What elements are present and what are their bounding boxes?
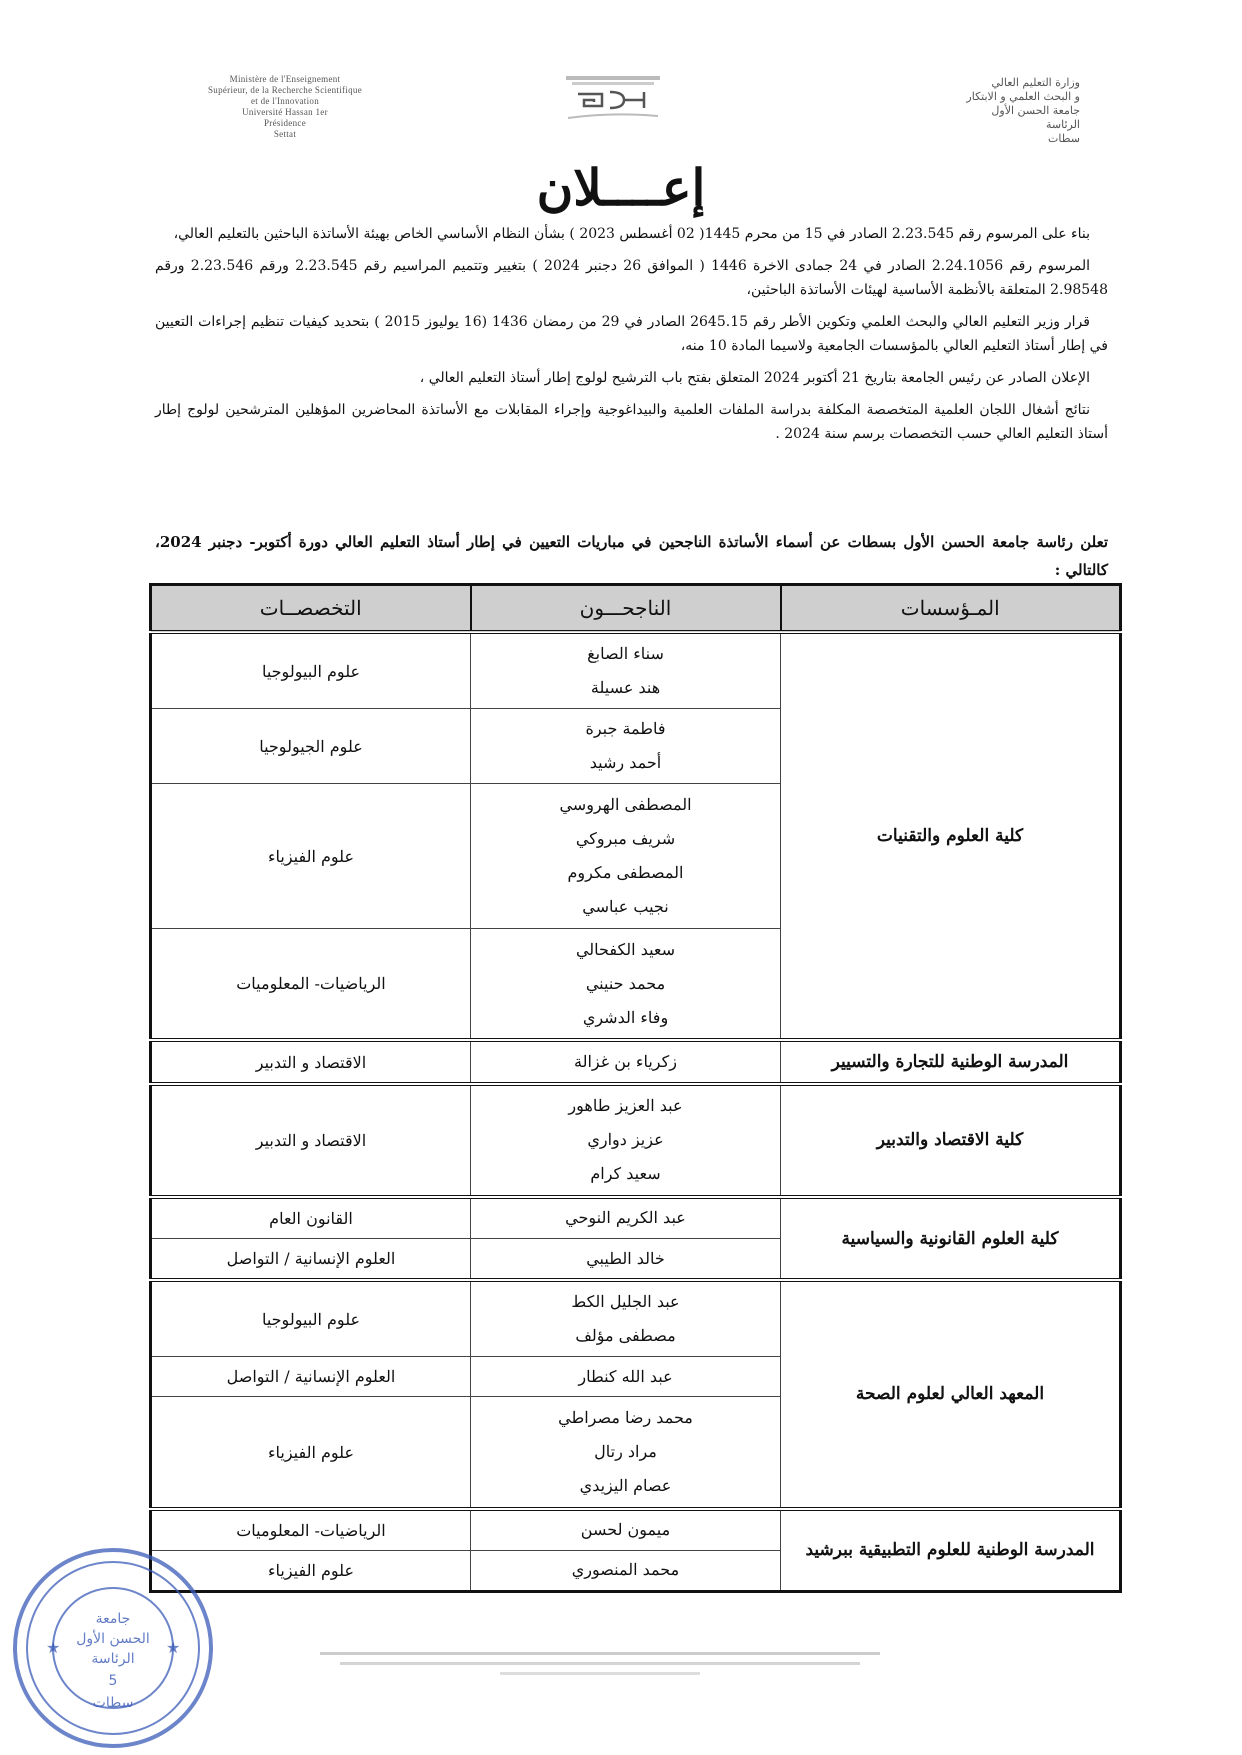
specialty-cell: العلوم الإنسانية / التواصل	[151, 1239, 471, 1281]
header-arabic-line: جامعة الحسن الأول	[991, 104, 1080, 117]
table-row	[151, 1509, 1121, 1551]
laureate-name: عبد الكريم النوحي	[565, 1208, 686, 1228]
preamble-paragraph: المرسوم رقم 2.24.1056 الصادر في 24 جمادى الاخرة 1446 ( الموافق 26 دجنبر 2024 ) بتغيير وتتميم المراسيم رقم 2.23.545 ورقم 2.23.546 ورقم 2.98548 المتعلقة بالأنظمة الأساسية لهيئات الأساتذة الباحثين،	[155, 258, 1108, 298]
header-arabic-block	[900, 76, 1080, 146]
footer-contact	[320, 1648, 880, 1688]
header-french-line: Settat	[273, 129, 297, 139]
laureate-name: محمد المنصوري	[571, 1560, 680, 1580]
header-laureates: الناجحـــون	[471, 585, 781, 633]
results-table	[149, 583, 1122, 1593]
seal-text-line: جامعة	[95, 1611, 131, 1627]
laureate-name: عبد الله كنطار	[578, 1366, 673, 1386]
preamble	[155, 222, 1108, 454]
seal-text-line: 5	[108, 1673, 118, 1689]
seal-text-line: الحسن الأول	[76, 1631, 150, 1647]
header-arabic-line: الرئاسة	[1045, 118, 1080, 131]
institution-cell: المدرسة الوطنية للعلوم التطبيقية ببرشيد	[781, 1509, 1121, 1592]
specialty-cell: القانون العام	[151, 1197, 471, 1239]
table-row	[151, 1040, 1121, 1083]
laureates-cell	[471, 1280, 781, 1357]
laureate-name: سناء الصابغ	[587, 644, 664, 664]
laureate-name: خالد الطيبي	[586, 1248, 665, 1268]
specialty-cell: علوم الفيزياء	[151, 784, 471, 929]
laureate-name: سعيد الكفحالي	[575, 939, 676, 959]
laureate-name: زكرياء بن غزالة	[574, 1052, 677, 1072]
header-arabic-line: وزارة التعليم العالي	[991, 76, 1080, 89]
official-seal	[10, 1545, 216, 1751]
laureates-cell	[471, 709, 781, 784]
laureate-name: هند عسيلة	[590, 678, 661, 698]
laureate-name: فاطمة جبرة	[585, 719, 666, 739]
laureates-cell	[471, 784, 781, 929]
table-header-row	[151, 585, 1121, 633]
svg-text:★: ★	[46, 1638, 61, 1657]
header-specialties: التخصصــات	[151, 585, 471, 633]
laureate-name: وفاء الدشري	[582, 1007, 669, 1027]
header-french-block	[140, 74, 430, 140]
laureates-cell	[471, 1397, 781, 1509]
preamble-paragraph: الإعلان الصادر عن رئيس الجامعة بتاريخ 21 أكتوبر 2024 المتعلق بفتح باب الترشيح لولوج إطار أستاذ التعليم العالي ،	[419, 370, 1090, 386]
page-title: إعــــلان	[536, 158, 706, 217]
laureate-name: عبد الجليل الكط	[571, 1292, 680, 1312]
laureate-name: ميمون لحسن	[580, 1520, 671, 1540]
seal-text-line: سطات	[92, 1695, 134, 1711]
laureate-name: أحمد رشيد	[589, 753, 662, 773]
laureate-name: عصام اليزيدي	[579, 1476, 672, 1496]
seal-stamp-icon	[10, 1545, 216, 1751]
laureates-cell	[471, 1239, 781, 1281]
laureates-cell	[471, 1509, 781, 1551]
laureate-name: سعيد كرام	[590, 1164, 661, 1184]
laureates-cell	[471, 1084, 781, 1197]
laureate-name: محمد حنيني	[585, 973, 666, 993]
laureate-name: مصطفى مؤلف	[575, 1326, 676, 1346]
laureates-cell	[471, 1197, 781, 1239]
footer-address-smudge	[320, 1648, 880, 1684]
header-french-line: Supérieur, de la Recherche Scientifique	[207, 85, 363, 95]
header-arabic-line: و البحث العلمي و الابتكار	[966, 90, 1080, 103]
university-logo	[548, 70, 678, 134]
header-french-line: Ministère de l'Enseignement	[229, 74, 341, 84]
laureates-cell	[471, 632, 781, 709]
seal-text-line: الرئاسة	[91, 1651, 135, 1667]
institution-cell: كلية العلوم والتقنيات	[781, 632, 1121, 1040]
laureate-name: محمد رضا مصراطي	[558, 1408, 693, 1428]
specialty-cell: علوم البيولوجيا	[151, 632, 471, 709]
specialty-cell: العلوم الإنسانية / التواصل	[151, 1357, 471, 1397]
laureate-name: شريف مبروكي	[575, 829, 676, 849]
laureates-cell	[471, 1550, 781, 1591]
specialty-cell: الرياضيات- المعلوميات	[151, 1509, 471, 1551]
results-table-body	[151, 632, 1121, 1592]
laureates-cell	[471, 929, 781, 1041]
specialty-cell: علوم البيولوجيا	[151, 1280, 471, 1357]
institution-cell: كلية الاقتصاد والتدبير	[781, 1084, 1121, 1197]
specialty-cell: علوم الفيزياء	[151, 1550, 471, 1591]
table-row	[151, 632, 1121, 709]
laureate-name: عبد العزيز طاهور	[568, 1096, 683, 1116]
laureates-cell	[471, 1357, 781, 1397]
preamble-paragraph: بناء على المرسوم رقم 2.23.545 الصادر في 15 من محرم 1445( 02 أغسطس 2023 ) بشأن النظام الأساسي الخاص بهيئة الأساتذة الباحثين بالتعليم العالي،	[173, 226, 1090, 242]
header-french-line: Université Hassan 1er	[242, 107, 328, 117]
institution-cell: كلية العلوم القانونية والسياسية	[781, 1197, 1121, 1280]
preamble-paragraph: قرار وزير التعليم العالي والبحث العلمي وتكوين الأطر رقم 2645.15 الصادر في 29 من رمضان 1436 (16 يوليوز 2015 ) بتحديد كيفيات تنظيم إجراءات التعيين في إطار أستاذ التعليم العالي بالمؤسسات الجامعية ولاسيما المادة 10 منه،	[155, 314, 1108, 354]
specialty-cell: الاقتصاد و التدبير	[151, 1084, 471, 1197]
specialty-cell: علوم الجيولوجيا	[151, 709, 471, 784]
laureate-name: نجيب عباسي	[582, 897, 669, 917]
specialty-cell: علوم الفيزياء	[151, 1397, 471, 1509]
specialty-cell: الرياضيات- المعلوميات	[151, 929, 471, 1041]
header-french-line: et de l'Innovation	[250, 96, 319, 106]
laureate-name: المصطفى مكروم	[567, 863, 684, 883]
header-french-line: Présidence	[264, 118, 306, 128]
announcement-text: تعلن رئاسة جامعة الحسن الأول بسطات عن أسماء الأساتذة الناجحين في مباريات التعيين في إطار أستاذ التعليم العالي دورة أكتوبر- دجنبر 2024، كالتالي :	[155, 533, 1108, 579]
university-logo-icon	[548, 70, 678, 134]
header-institutions: المـؤسسات	[781, 585, 1121, 633]
institution-cell: المعهد العالي لعلوم الصحة	[781, 1280, 1121, 1508]
laureate-name: المصطفى الهروسي	[559, 795, 692, 815]
laureate-name: مراد رتال	[594, 1442, 657, 1462]
table-row	[151, 1084, 1121, 1197]
laureates-cell	[471, 1040, 781, 1083]
table-row	[151, 1280, 1121, 1357]
institution-cell: المدرسة الوطنية للتجارة والتسيير	[781, 1040, 1121, 1083]
preamble-paragraph: نتائج أشغال اللجان العلمية المتخصصة المكلفة بدراسة الملفات العلمية والبيداغوجية وإجراء المقابلات مع الأساتذة المحاضرين المؤهلين المترشحين لولوج إطار أستاذ التعليم العالي حسب التخصصات برسم سنة 2024 .	[155, 402, 1108, 442]
header-arabic-line: سطات	[1048, 132, 1080, 145]
laureate-name: عزيز دواري	[587, 1130, 664, 1150]
svg-text:★: ★	[166, 1638, 181, 1657]
table-row	[151, 1197, 1121, 1239]
specialty-cell: الاقتصاد و التدبير	[151, 1040, 471, 1083]
